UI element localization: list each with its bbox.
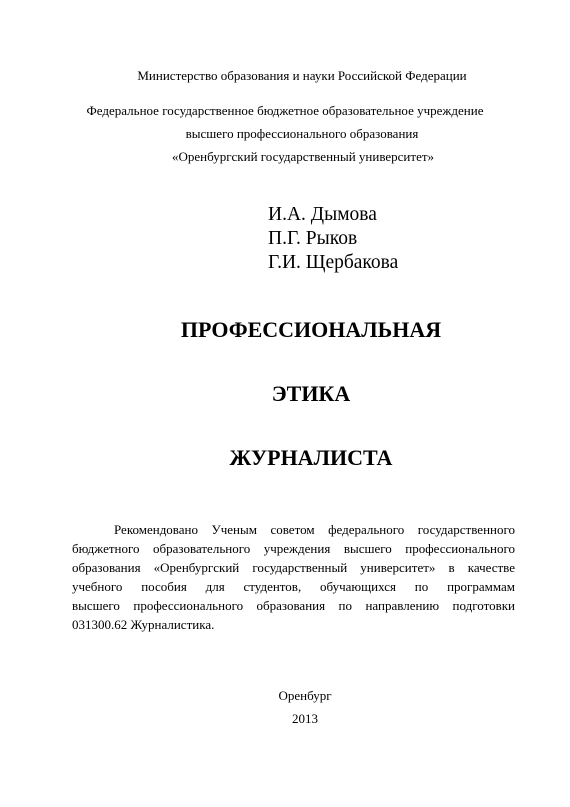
book-title-line-3: ЖУРНАЛИСТА: [229, 445, 393, 470]
recommendation-line: 031300.62 Журналистика.: [72, 617, 215, 632]
publication-city: Оренбург: [278, 688, 332, 703]
institution-level-line: высшего профессионального образования: [185, 126, 419, 141]
recommendation-line: Рекомендовано Ученым советом федерального государственного: [114, 522, 515, 537]
publication-year: 2013: [292, 711, 318, 726]
ministry-name: Министерство образования и науки Российской Федерации: [137, 68, 467, 83]
authors-list: [268, 203, 398, 275]
author-name: Г.И. Щербакова: [268, 252, 399, 273]
recommendation-line: бюджетного образовательного учреждения высшего профессионального: [72, 541, 515, 556]
author-name: П.Г. Рыков: [268, 228, 358, 249]
recommendation-line: учебного пособия для студентов, обучающихся по программам: [72, 579, 515, 594]
recommendation-line: образования «Оренбургский государственный университет» в качестве: [72, 560, 515, 575]
book-title-line-2: ЭТИКА: [271, 381, 351, 406]
university-name: «Оренбургский государственный университет»: [171, 149, 435, 164]
recommendation-paragraph: [72, 520, 515, 634]
recommendation-line: высшего профессионального образования по направлению подготовки: [72, 598, 515, 613]
book-title-line-1: ПРОФЕССИОНАЛЬНАЯ: [180, 317, 442, 342]
author-name: И.А. Дымова: [268, 204, 377, 225]
institution-type-line: Федеральное государственное бюджетное образовательное учреждение: [86, 103, 484, 118]
